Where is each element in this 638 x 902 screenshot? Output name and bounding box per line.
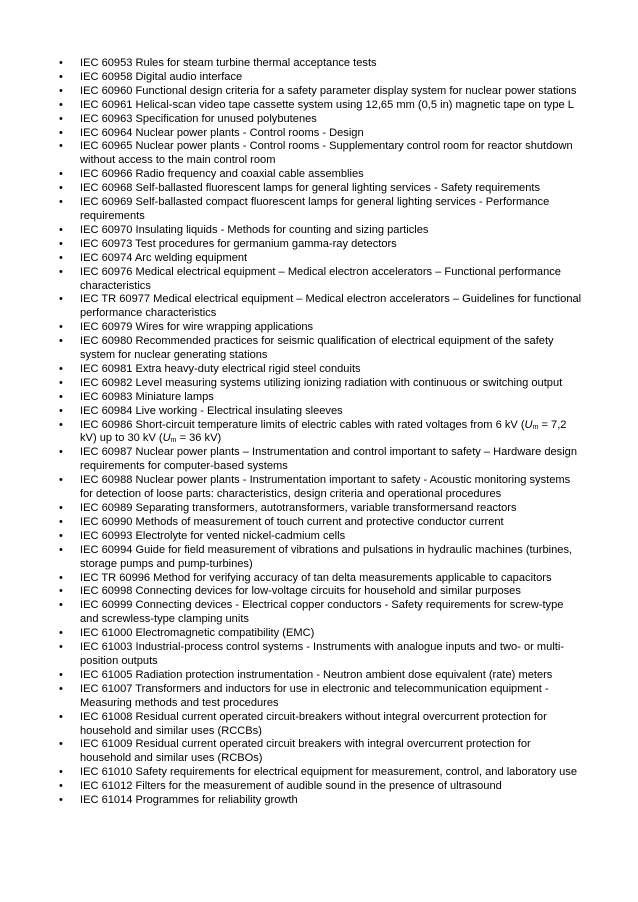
- bullet-icon: •: [59, 362, 63, 375]
- list-item-text: IEC 60966 Radio frequency and coaxial cable assemblies: [80, 168, 364, 181]
- bullet-icon: •: [59, 196, 63, 209]
- list-item: [58, 641, 583, 669]
- bullet-icon: •: [59, 529, 63, 542]
- list-item-text: IEC 61007 Transformers and inductors for use in electronic and telecommunication equipment - Measuring methods and test procedures: [80, 682, 549, 709]
- list-item: [58, 85, 583, 99]
- list-item: [58, 99, 583, 113]
- list-item: [58, 572, 583, 586]
- list-item: [58, 252, 583, 266]
- bullet-icon: •: [59, 98, 63, 111]
- list-item: [58, 544, 583, 572]
- list-item: [58, 780, 583, 794]
- list-item: [58, 502, 583, 516]
- bullet-icon: •: [59, 418, 63, 431]
- bullet-icon: •: [59, 738, 63, 751]
- list-item-text: IEC 60998 Connecting devices for low-voltage circuits for household and similar purposes: [80, 585, 521, 598]
- list-item-text: IEC 60999 Connecting devices - Electrical copper conductors - Safety requirements for screw-type and screwless-type clamping units: [80, 599, 564, 626]
- bullet-icon: •: [59, 390, 63, 403]
- list-item: [58, 57, 583, 71]
- bullet-icon: •: [59, 627, 63, 640]
- bullet-icon: •: [59, 265, 63, 278]
- text-part: = 36 kV): [176, 432, 222, 445]
- list-item-text: IEC 60973 Test procedures for germanium gamma-ray detectors: [80, 237, 397, 250]
- list-item-text: IEC 60963 Specification for unused polybutenes: [80, 112, 317, 125]
- list-item: [58, 627, 583, 641]
- bullet-icon: •: [59, 515, 63, 528]
- bullet-icon: •: [59, 571, 63, 584]
- bullet-icon: •: [59, 70, 63, 83]
- list-item: [58, 766, 583, 780]
- list-item-text: [80, 419, 566, 445]
- bullet-icon: •: [59, 182, 63, 195]
- list-item: [58, 599, 583, 627]
- subscript-m: m: [170, 437, 177, 445]
- list-item: [58, 516, 583, 530]
- bullet-icon: •: [59, 335, 63, 348]
- bullet-icon: •: [59, 223, 63, 236]
- list-item-text: IEC 60968 Self-ballasted fluorescent lamps for general lighting services - Safety requirements: [80, 182, 541, 195]
- list-item-text: IEC 60965 Nuclear power plants - Control rooms - Supplementary control room for reactor shutdown without access to the main control room: [80, 140, 573, 167]
- list-item-text: IEC 60961 Helical-scan video tape cassette system using 12,65 mm (0,5 in) magnetic tape on type L: [80, 98, 574, 111]
- list-item-text: IEC 60987 Nuclear power plants – Instrumentation and control important to safety – Hardware design requirements for computer-based systems: [80, 446, 578, 473]
- list-item-text: IEC 61014 Programmes for reliability growth: [80, 794, 298, 807]
- bullet-icon: •: [59, 84, 63, 97]
- list-item: [58, 224, 583, 238]
- list-item: [58, 446, 583, 474]
- bullet-icon: •: [59, 668, 63, 681]
- list-item-text: IEC 61010 Safety requirements for electrical equipment for measurement, control, and laboratory use: [80, 766, 578, 779]
- list-item: [58, 794, 583, 808]
- list-item: [58, 363, 583, 377]
- list-item: [58, 738, 583, 766]
- bullet-icon: •: [59, 543, 63, 556]
- list-item: [58, 391, 583, 405]
- text-part: IEC 60986 Short-circuit temperature limits of electric cables with rated voltages from 6 kV (: [80, 418, 525, 431]
- list-item: [58, 530, 583, 544]
- list-item-text: IEC 60979 Wires for wire wrapping applications: [80, 321, 314, 334]
- standards-list: [58, 57, 583, 808]
- bullet-icon: •: [59, 682, 63, 695]
- symbol-u: U: [524, 418, 533, 431]
- list-item: [58, 585, 583, 599]
- list-item-text: IEC 60981 Extra heavy-duty electrical rigid steel conduits: [80, 362, 361, 375]
- list-item: [58, 293, 583, 321]
- list-item-text: IEC TR 60996 Method for verifying accuracy of tan delta measurements applicable to capacitors: [80, 571, 552, 584]
- bullet-icon: •: [59, 168, 63, 181]
- bullet-icon: •: [59, 376, 63, 389]
- list-item: [58, 168, 583, 182]
- bullet-icon: •: [59, 321, 63, 334]
- bullet-icon: •: [59, 251, 63, 264]
- list-item: [58, 405, 583, 419]
- list-item-text: IEC 61000 Electromagnetic compatibility (EMC): [80, 627, 315, 640]
- list-item: [58, 711, 583, 739]
- bullet-icon: •: [59, 140, 63, 153]
- list-item-text: IEC 60993 Electrolyte for vented nickel-cadmium cells: [80, 529, 346, 542]
- list-item: [58, 419, 583, 447]
- bullet-icon: •: [59, 780, 63, 793]
- bullet-icon: •: [59, 112, 63, 125]
- list-item: [58, 127, 583, 141]
- list-item-text: IEC 60960 Functional design criteria for a safety parameter display system for nuclear power stations: [80, 84, 577, 97]
- list-item-text: IEC 61003 Industrial-process control systems - Instruments with analogue inputs and two- or multi-position outputs: [80, 641, 565, 667]
- list-item-text: IEC 60980 Recommended practices for seismic qualification of electrical equipment of the safety system for nuclear generating stations: [80, 335, 554, 362]
- list-item-text: IEC 60989 Separating transformers, autotransformers, variable transformersand reactors: [80, 502, 517, 514]
- list-item-text: IEC 61009 Residual current operated circuit breakers with integral overcurrent protection for household and similar uses (RCBOs): [80, 738, 531, 765]
- list-item-text: IEC 60984 Live working - Electrical insulating sleeves: [80, 404, 343, 417]
- bullet-icon: •: [59, 293, 63, 306]
- list-item-text: IEC 60994 Guide for field measurement of vibrations and pulsations in hydraulic machines (turbines, storage pumps and pump-turbines): [80, 543, 573, 570]
- list-item-text: IEC 61005 Radiation protection instrumentation - Neutron ambient dose equivalent (rate) meters: [80, 668, 553, 681]
- bullet-icon: •: [59, 404, 63, 417]
- list-item-text: IEC 60990 Methods of measurement of touch current and protective conductor current: [80, 515, 504, 528]
- subscript-m: m: [532, 423, 539, 431]
- list-item-text: IEC TR 60977 Medical electrical equipment – Medical electron accelerators – Guidelines for functional performance characteristics: [80, 293, 582, 320]
- list-item-text: IEC 60983 Miniature lamps: [80, 390, 214, 403]
- list-item-text: IEC 60964 Nuclear power plants - Control rooms - Design: [80, 126, 364, 139]
- bullet-icon: •: [59, 585, 63, 598]
- list-item: [58, 196, 583, 224]
- bullet-icon: •: [59, 641, 63, 654]
- list-item: [58, 321, 583, 335]
- list-item: [58, 182, 583, 196]
- bullet-icon: •: [59, 502, 63, 514]
- list-item: [58, 140, 583, 168]
- bullet-icon: •: [59, 446, 63, 459]
- list-item-text: IEC 60988 Nuclear power plants - Instrumentation important to safety - Acoustic monitoring systems for detection of loose parts: characteristics, design criteria and operational procedures: [80, 474, 571, 501]
- symbol-u: U: [162, 432, 171, 445]
- bullet-icon: •: [59, 237, 63, 250]
- list-item: [58, 71, 583, 85]
- list-item-text: IEC 61008 Residual current operated circuit-breakers without integral overcurrent protection for household and similar uses (RCCBs): [80, 710, 547, 737]
- bullet-icon: •: [59, 710, 63, 723]
- list-item-text: IEC 60969 Self-ballasted compact fluorescent lamps for general lighting services - Performance requirements: [80, 196, 550, 222]
- list-item-text: IEC 61012 Filters for the measurement of audible sound in the presence of ultrasound: [80, 780, 502, 793]
- list-item: [58, 238, 583, 252]
- list-item-text: IEC 60970 Insulating liquids - Methods for counting and sizing particles: [80, 223, 429, 236]
- bullet-icon: •: [59, 599, 63, 612]
- list-item: [58, 474, 583, 502]
- list-item: [58, 335, 583, 363]
- bullet-icon: •: [59, 474, 63, 487]
- bullet-icon: •: [59, 794, 63, 807]
- list-item-text: IEC 60958 Digital audio interface: [80, 70, 243, 83]
- list-item: [58, 669, 583, 683]
- bullet-icon: •: [59, 126, 63, 139]
- list-item-text: IEC 60976 Medical electrical equipment – Medical electron accelerators – Functional performance characteristics: [80, 265, 561, 292]
- list-item-text: IEC 60974 Arc welding equipment: [80, 251, 248, 264]
- text-part: = 7,2 kV) up to 30 kV (: [80, 418, 567, 445]
- list-item: [58, 683, 583, 711]
- list-item-text: IEC 60982 Level measuring systems utilizing ionizing radiation with continuous or switching output: [80, 376, 563, 389]
- list-item: [58, 113, 583, 127]
- bullet-icon: •: [59, 766, 63, 779]
- list-item-text: IEC 60953 Rules for steam turbine thermal acceptance tests: [80, 57, 377, 69]
- bullet-icon: •: [59, 57, 63, 69]
- list-item: [58, 377, 583, 391]
- list-item: [58, 266, 583, 294]
